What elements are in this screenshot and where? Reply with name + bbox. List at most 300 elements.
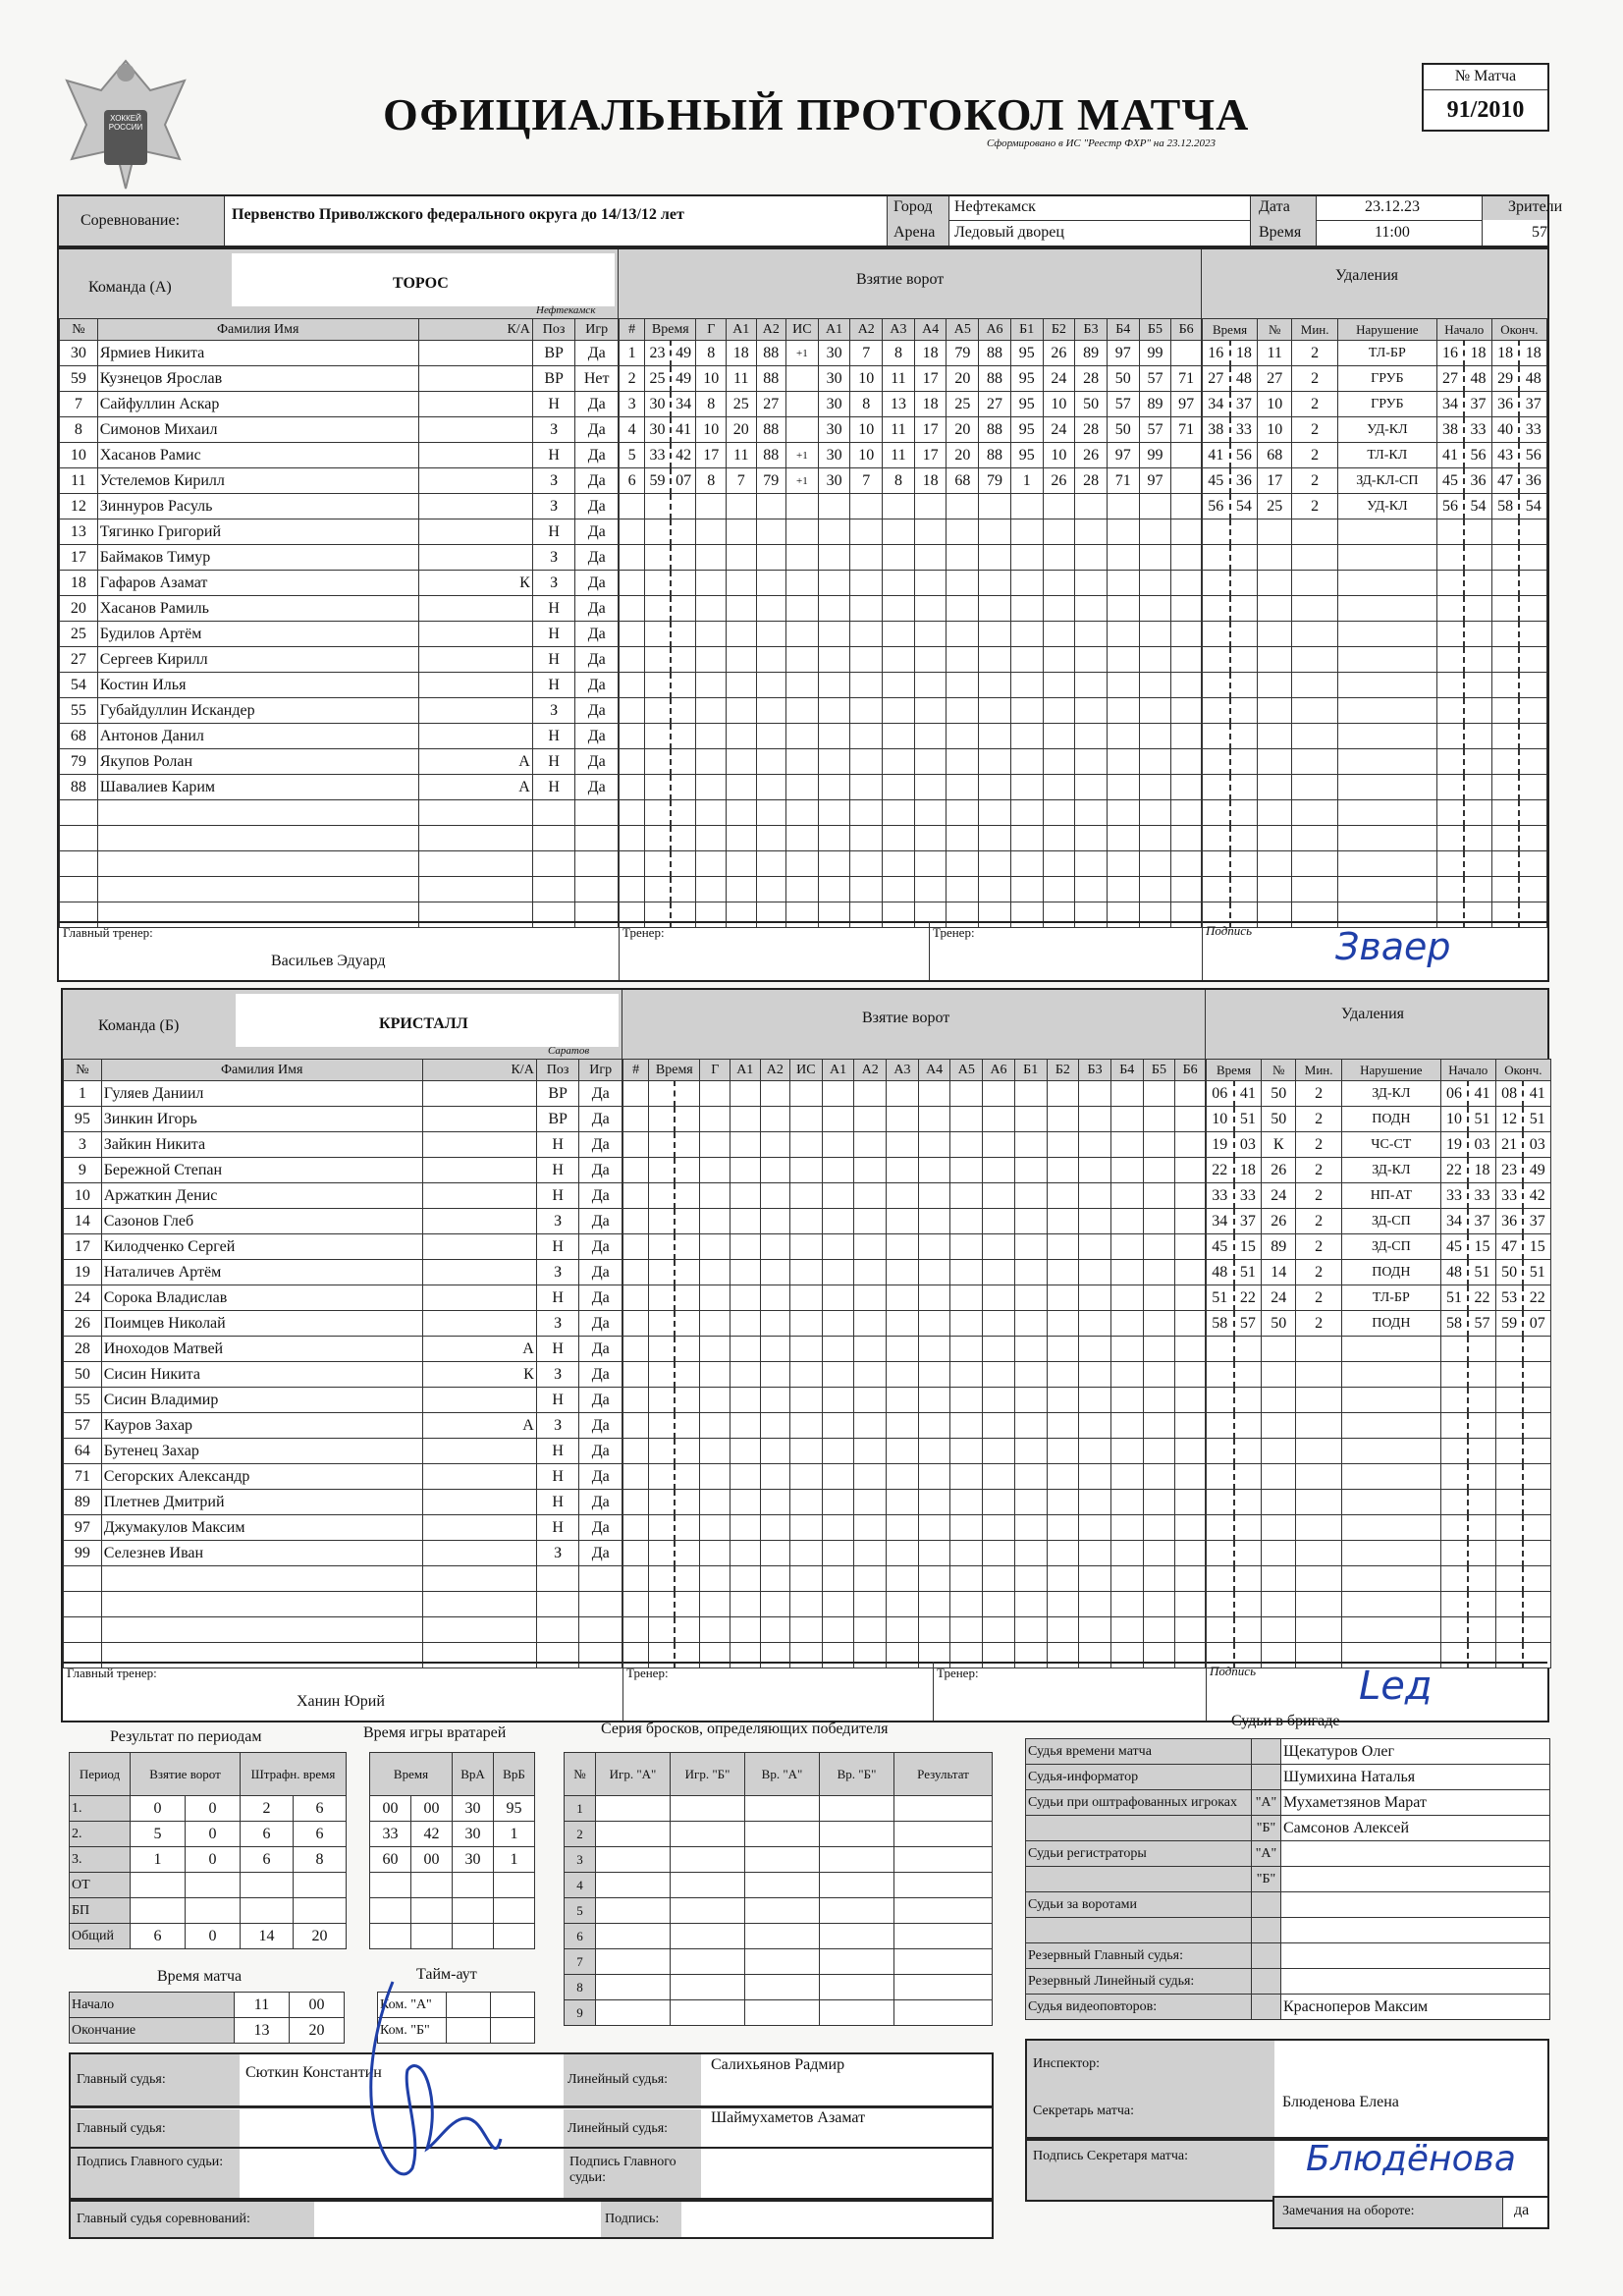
goal-cell xyxy=(727,749,757,775)
penalty-cell xyxy=(1440,1464,1468,1490)
player-plays: Да xyxy=(579,1260,622,1285)
goal-cell xyxy=(623,1209,649,1234)
goal-cell xyxy=(918,1234,950,1260)
goal-cell xyxy=(730,1566,761,1592)
goal-cell xyxy=(1047,1490,1079,1515)
penalty-cell: 37 xyxy=(1234,1209,1262,1234)
penalty-cell xyxy=(1491,519,1519,545)
shootout-cell xyxy=(745,1924,820,1949)
penalty-cell: 36 xyxy=(1230,468,1258,494)
goal-cell xyxy=(649,1439,675,1464)
goal-cell xyxy=(730,1183,761,1209)
chief-sign-label: Подпись: xyxy=(601,2202,681,2237)
goal-cell xyxy=(822,1234,854,1260)
penalty-header: Время xyxy=(1203,319,1258,341)
period-value xyxy=(186,1873,241,1898)
period-value xyxy=(241,1873,294,1898)
goal-cell xyxy=(883,749,915,775)
period-value: 14 xyxy=(241,1924,294,1949)
penalty-cell xyxy=(1468,1515,1495,1541)
player-name: Наталичев Артём xyxy=(101,1260,422,1285)
goal-cell xyxy=(1010,673,1043,698)
penalty-cell: 18 xyxy=(1464,341,1491,366)
penalty-cell xyxy=(1436,851,1464,877)
player-plays: Да xyxy=(579,1515,622,1541)
penalty-cell xyxy=(1436,596,1464,622)
player-captain xyxy=(418,826,532,851)
goal-cell: 26 xyxy=(1043,468,1075,494)
goal-cell xyxy=(1043,724,1075,749)
goal-cell xyxy=(760,1439,790,1464)
goal-cell xyxy=(1171,519,1202,545)
penalty-cell xyxy=(1468,1490,1495,1515)
goal-cell xyxy=(854,1158,887,1183)
goal-header: Б1 xyxy=(1010,319,1043,341)
logo xyxy=(57,51,194,198)
penalty-cell xyxy=(1342,1617,1441,1643)
goal-cell xyxy=(649,1209,675,1234)
goal-cell xyxy=(887,1337,919,1362)
goal-row xyxy=(623,1515,1206,1541)
penalty-cell: 37 xyxy=(1464,392,1491,417)
period-value: 0 xyxy=(131,1796,186,1822)
goal-cell xyxy=(1139,877,1171,902)
player-row xyxy=(64,1081,622,1107)
goal-cell xyxy=(620,724,645,749)
official-role xyxy=(1026,1816,1252,1841)
penalty-cell: 18 xyxy=(1491,341,1519,366)
goal-cell xyxy=(887,1107,919,1132)
team-a-name: ТОРОС xyxy=(393,275,449,292)
goal-cell xyxy=(790,1260,823,1285)
penalty-cell xyxy=(1262,1413,1296,1439)
goal-row xyxy=(620,417,1202,443)
goal-cell xyxy=(671,698,696,724)
line-referee-1-label: Линейный судья: xyxy=(564,2054,701,2105)
goal-header: А5 xyxy=(950,1060,983,1081)
penalty-cell xyxy=(1440,1566,1468,1592)
player-number: 26 xyxy=(64,1311,102,1337)
goal-cell xyxy=(700,1515,730,1541)
remarks-value: да xyxy=(1514,2202,1530,2218)
goal-cell xyxy=(1139,647,1171,673)
penalty-cell xyxy=(1203,647,1230,673)
shootout-cell xyxy=(745,1975,820,2000)
goal-cell xyxy=(1079,1566,1111,1592)
penalty-row xyxy=(1207,1132,1551,1158)
goal-row xyxy=(623,1388,1206,1413)
shootout-cell: 4 xyxy=(565,1873,596,1898)
goal-cell xyxy=(1047,1234,1079,1260)
goal-cell xyxy=(756,673,786,698)
goal-cell xyxy=(1014,1209,1047,1234)
goal-cell xyxy=(1171,571,1202,596)
player-name: Сазонов Глеб xyxy=(101,1209,422,1234)
roster-header-ka: К/А xyxy=(418,319,532,341)
goal-row xyxy=(623,1566,1206,1592)
player-plays xyxy=(575,851,619,877)
goal-cell xyxy=(1010,545,1043,571)
goal-cell xyxy=(620,800,645,826)
goal-cell xyxy=(730,1439,761,1464)
period-value xyxy=(131,1873,186,1898)
goal-cell xyxy=(887,1464,919,1490)
goal-cell xyxy=(1075,698,1108,724)
penalty-row xyxy=(1207,1541,1551,1566)
penalty-row xyxy=(1207,1388,1551,1413)
penalty-cell xyxy=(1523,1617,1550,1643)
penalty-cell xyxy=(1491,877,1519,902)
goal-cell xyxy=(914,647,947,673)
penalty-cell: 48 xyxy=(1230,366,1258,392)
goal-cell xyxy=(1047,1439,1079,1464)
goal-cell xyxy=(1079,1260,1111,1285)
arena-value: Ледовый дворец xyxy=(954,224,1064,241)
goal-cell xyxy=(854,1566,887,1592)
goal-cell xyxy=(786,519,819,545)
goal-cell xyxy=(671,877,696,902)
goal-cell xyxy=(645,596,671,622)
goal-cell xyxy=(675,1362,700,1388)
team-b-signature-label: Подпись xyxy=(1210,1664,1256,1678)
penalty-cell xyxy=(1296,1490,1342,1515)
goal-cell xyxy=(983,1515,1015,1541)
goal-cell xyxy=(1110,1311,1143,1337)
goal-cell xyxy=(1079,1107,1111,1132)
goal-cell xyxy=(790,1311,823,1337)
secretary-signature: Блюдёнова xyxy=(1306,2139,1516,2179)
penalty-cell xyxy=(1523,1566,1550,1592)
official-side xyxy=(1252,1995,1281,2020)
goalie-cell: 00 xyxy=(411,1796,453,1822)
penalty-cell: 2 xyxy=(1296,1285,1342,1311)
penalty-cell: 17 xyxy=(1258,468,1292,494)
penalty-cell xyxy=(1262,1337,1296,1362)
roster-header-no: № xyxy=(60,319,98,341)
penalty-cell: 42 xyxy=(1523,1183,1550,1209)
goal-cell xyxy=(671,775,696,800)
goal-cell xyxy=(1107,647,1139,673)
player-row xyxy=(60,622,619,647)
penalty-header: № xyxy=(1258,319,1292,341)
official-row xyxy=(1026,1765,1550,1790)
goal-cell xyxy=(786,775,819,800)
player-name: Зинкин Игорь xyxy=(101,1107,422,1132)
city-label: Город xyxy=(893,198,933,215)
goal-cell xyxy=(696,622,727,647)
penalty-cell: 27 xyxy=(1203,366,1230,392)
goal-cell xyxy=(1143,1337,1175,1362)
goal-cell xyxy=(727,647,757,673)
goal-cell: 24 xyxy=(1043,366,1075,392)
player-row xyxy=(60,366,619,392)
player-row xyxy=(60,851,619,877)
goal-cell xyxy=(983,1081,1015,1107)
period-row xyxy=(70,1924,347,1949)
goal-cell xyxy=(1171,341,1202,366)
penalty-header: Начало xyxy=(1436,319,1491,341)
goal-cell xyxy=(675,1107,700,1132)
penalty-cell xyxy=(1464,851,1491,877)
penalty-row xyxy=(1207,1464,1551,1490)
goal-cell xyxy=(700,1490,730,1515)
goal-cell xyxy=(696,673,727,698)
goal-cell xyxy=(700,1234,730,1260)
goal-cell xyxy=(983,1413,1015,1439)
player-row xyxy=(60,341,619,366)
penalty-cell xyxy=(1230,647,1258,673)
penalty-row xyxy=(1203,341,1547,366)
goal-cell xyxy=(887,1439,919,1464)
goal-cell xyxy=(918,1183,950,1209)
player-number: 12 xyxy=(60,494,98,519)
goalie-row xyxy=(370,1924,535,1949)
official-role: Судья видеоповторов: xyxy=(1026,1995,1252,2020)
penalty-row xyxy=(1207,1362,1551,1388)
penalty-cell: ПОДН xyxy=(1342,1107,1441,1132)
shootout-header: № xyxy=(565,1753,596,1796)
player-position xyxy=(536,1592,579,1617)
player-plays: Да xyxy=(579,1337,622,1362)
goal-cell xyxy=(1014,1158,1047,1183)
period-value: 0 xyxy=(186,1924,241,1949)
goal-cell xyxy=(675,1413,700,1439)
goal-cell xyxy=(854,1413,887,1439)
goal-cell xyxy=(696,749,727,775)
penalty-cell xyxy=(1258,698,1292,724)
penalty-cell xyxy=(1338,545,1437,571)
goal-cell xyxy=(1143,1209,1175,1234)
goal-cell xyxy=(854,1541,887,1566)
goal-cell xyxy=(1110,1209,1143,1234)
team-b-name: КРИСТАЛЛ xyxy=(379,1015,468,1032)
penalty-cell: 37 xyxy=(1468,1209,1495,1234)
goal-cell xyxy=(887,1515,919,1541)
penalty-cell: 47 xyxy=(1491,468,1519,494)
goal-cell xyxy=(1110,1183,1143,1209)
goal-cell xyxy=(983,1132,1015,1158)
penalty-cell: 41 xyxy=(1436,443,1464,468)
player-plays: Да xyxy=(579,1490,622,1515)
goal-cell xyxy=(700,1183,730,1209)
goal-cell xyxy=(883,826,915,851)
goal-cell xyxy=(645,877,671,902)
penalty-cell xyxy=(1230,519,1258,545)
player-captain xyxy=(418,545,532,571)
penalty-cell xyxy=(1207,1541,1234,1566)
goal-cell xyxy=(1139,749,1171,775)
goal-cell xyxy=(645,775,671,800)
goal-row xyxy=(623,1209,1206,1234)
goal-cell xyxy=(730,1081,761,1107)
penalty-row xyxy=(1203,494,1547,519)
player-name: Тягинко Григорий xyxy=(97,519,418,545)
penalty-cell xyxy=(1203,571,1230,596)
goal-cell xyxy=(620,775,645,800)
penalty-cell xyxy=(1436,724,1464,749)
goal-cell xyxy=(675,1234,700,1260)
goal-cell xyxy=(760,1566,790,1592)
penalty-cell xyxy=(1440,1362,1468,1388)
goal-row xyxy=(620,800,1202,826)
player-name: Сайфуллин Аскар xyxy=(97,392,418,417)
shootout-title: Серия бросков, определяющих победителя xyxy=(601,1721,889,1737)
goal-row xyxy=(620,749,1202,775)
penalty-cell xyxy=(1234,1617,1262,1643)
goal-cell xyxy=(1143,1311,1175,1337)
goal-cell xyxy=(983,1285,1015,1311)
goal-cell xyxy=(727,622,757,647)
penalty-cell xyxy=(1262,1617,1296,1643)
player-name xyxy=(97,826,418,851)
goal-cell xyxy=(1143,1158,1175,1183)
shootout-cell xyxy=(745,1873,820,1898)
goal-cell xyxy=(790,1209,823,1234)
penalty-cell xyxy=(1234,1464,1262,1490)
goal-cell xyxy=(1110,1566,1143,1592)
penalty-cell xyxy=(1523,1490,1550,1515)
penalty-cell xyxy=(1464,571,1491,596)
goal-cell xyxy=(730,1234,761,1260)
goal-cell xyxy=(700,1260,730,1285)
goal-cell xyxy=(760,1234,790,1260)
penalty-cell: 2 xyxy=(1296,1107,1342,1132)
penalty-cell xyxy=(1292,698,1338,724)
penalty-cell: ЧС-СТ xyxy=(1342,1132,1441,1158)
goal-cell xyxy=(1075,800,1108,826)
goal-cell xyxy=(620,519,645,545)
penalty-cell xyxy=(1464,519,1491,545)
penalty-cell xyxy=(1203,826,1230,851)
penalty-cell xyxy=(1436,698,1464,724)
goal-cell xyxy=(760,1158,790,1183)
goal-cell xyxy=(950,1388,983,1413)
goal-cell xyxy=(883,724,915,749)
goal-cell xyxy=(786,698,819,724)
goal-cell xyxy=(1014,1107,1047,1132)
penalty-cell xyxy=(1292,851,1338,877)
goal-cell xyxy=(620,826,645,851)
penalty-row xyxy=(1203,571,1547,596)
goal-cell xyxy=(983,1183,1015,1209)
penalty-cell xyxy=(1338,749,1437,775)
penalty-cell xyxy=(1519,571,1546,596)
goal-cell xyxy=(756,749,786,775)
goal-row xyxy=(623,1464,1206,1490)
penalty-cell xyxy=(1203,622,1230,647)
player-plays: Да xyxy=(575,494,619,519)
goal-cell xyxy=(854,1260,887,1285)
goal-cell xyxy=(1110,1337,1143,1362)
goal-cell xyxy=(1107,571,1139,596)
goal-cell xyxy=(730,1541,761,1566)
goal-cell xyxy=(1014,1285,1047,1311)
goal-cell xyxy=(675,1260,700,1285)
player-captain xyxy=(422,1285,536,1311)
goal-row xyxy=(623,1158,1206,1183)
goal-cell: 68 xyxy=(947,468,979,494)
goal-cell: 95 xyxy=(1010,417,1043,443)
goal-cell xyxy=(850,851,883,877)
player-row xyxy=(64,1592,622,1617)
player-name: Поимцев Николай xyxy=(101,1311,422,1337)
goal-cell xyxy=(671,826,696,851)
goal-cell xyxy=(918,1413,950,1439)
goal-cell xyxy=(1079,1234,1111,1260)
player-position: Н xyxy=(536,1515,579,1541)
goal-cell xyxy=(620,545,645,571)
penalty-cell xyxy=(1207,1439,1234,1464)
goal-cell xyxy=(730,1515,761,1541)
goalie-cell: 95 xyxy=(494,1796,535,1822)
penalty-header: № xyxy=(1262,1060,1296,1081)
goal-cell xyxy=(1014,1234,1047,1260)
goal-cell xyxy=(675,1285,700,1311)
penalty-header: Оконч. xyxy=(1491,319,1546,341)
goal-cell: 50 xyxy=(1107,366,1139,392)
goal-cell xyxy=(1010,698,1043,724)
player-position: Н xyxy=(536,1158,579,1183)
goal-cell xyxy=(790,1541,823,1566)
penalty-cell: 45 xyxy=(1207,1234,1234,1260)
penalty-cell: 22 xyxy=(1523,1285,1550,1311)
player-row xyxy=(64,1158,622,1183)
player-plays: Да xyxy=(579,1439,622,1464)
goal-cell xyxy=(620,673,645,698)
goal-cell: +1 xyxy=(786,341,819,366)
goal-cell xyxy=(649,1566,675,1592)
penalty-cell xyxy=(1207,1566,1234,1592)
player-position: З xyxy=(532,468,575,494)
goalie-row xyxy=(370,1873,535,1898)
shootout-cell xyxy=(894,1822,993,1847)
goal-header: А6 xyxy=(983,1060,1015,1081)
goal-cell: 1 xyxy=(620,341,645,366)
goal-row xyxy=(623,1081,1206,1107)
player-captain: К xyxy=(418,571,532,596)
goal-cell xyxy=(760,1464,790,1490)
goal-cell xyxy=(696,877,727,902)
goal-cell: 71 xyxy=(1171,366,1202,392)
player-plays: Да xyxy=(579,1158,622,1183)
goal-cell: 88 xyxy=(756,366,786,392)
goal-cell xyxy=(1171,775,1202,800)
player-position: Н xyxy=(536,1439,579,1464)
player-captain xyxy=(418,443,532,468)
penalty-cell xyxy=(1292,749,1338,775)
penalty-cell xyxy=(1258,673,1292,698)
player-number: 89 xyxy=(64,1490,102,1515)
player-name: Сергеев Кирилл xyxy=(97,647,418,673)
goal-cell xyxy=(786,392,819,417)
goal-cell xyxy=(947,724,979,749)
penalty-cell: 15 xyxy=(1234,1234,1262,1260)
official-name xyxy=(1281,1867,1550,1892)
player-number: 55 xyxy=(60,698,98,724)
goal-cell xyxy=(1010,877,1043,902)
shootout-cell xyxy=(894,1873,993,1898)
player-number: 25 xyxy=(60,622,98,647)
goal-cell xyxy=(818,596,850,622)
penalty-cell xyxy=(1258,800,1292,826)
penalty-cell xyxy=(1234,1490,1262,1515)
penalty-cell xyxy=(1203,724,1230,749)
penalty-cell: 54 xyxy=(1464,494,1491,519)
penalty-cell xyxy=(1296,1592,1342,1617)
goal-row xyxy=(620,596,1202,622)
shootout-cell: 3 xyxy=(565,1847,596,1873)
goal-cell xyxy=(1079,1439,1111,1464)
